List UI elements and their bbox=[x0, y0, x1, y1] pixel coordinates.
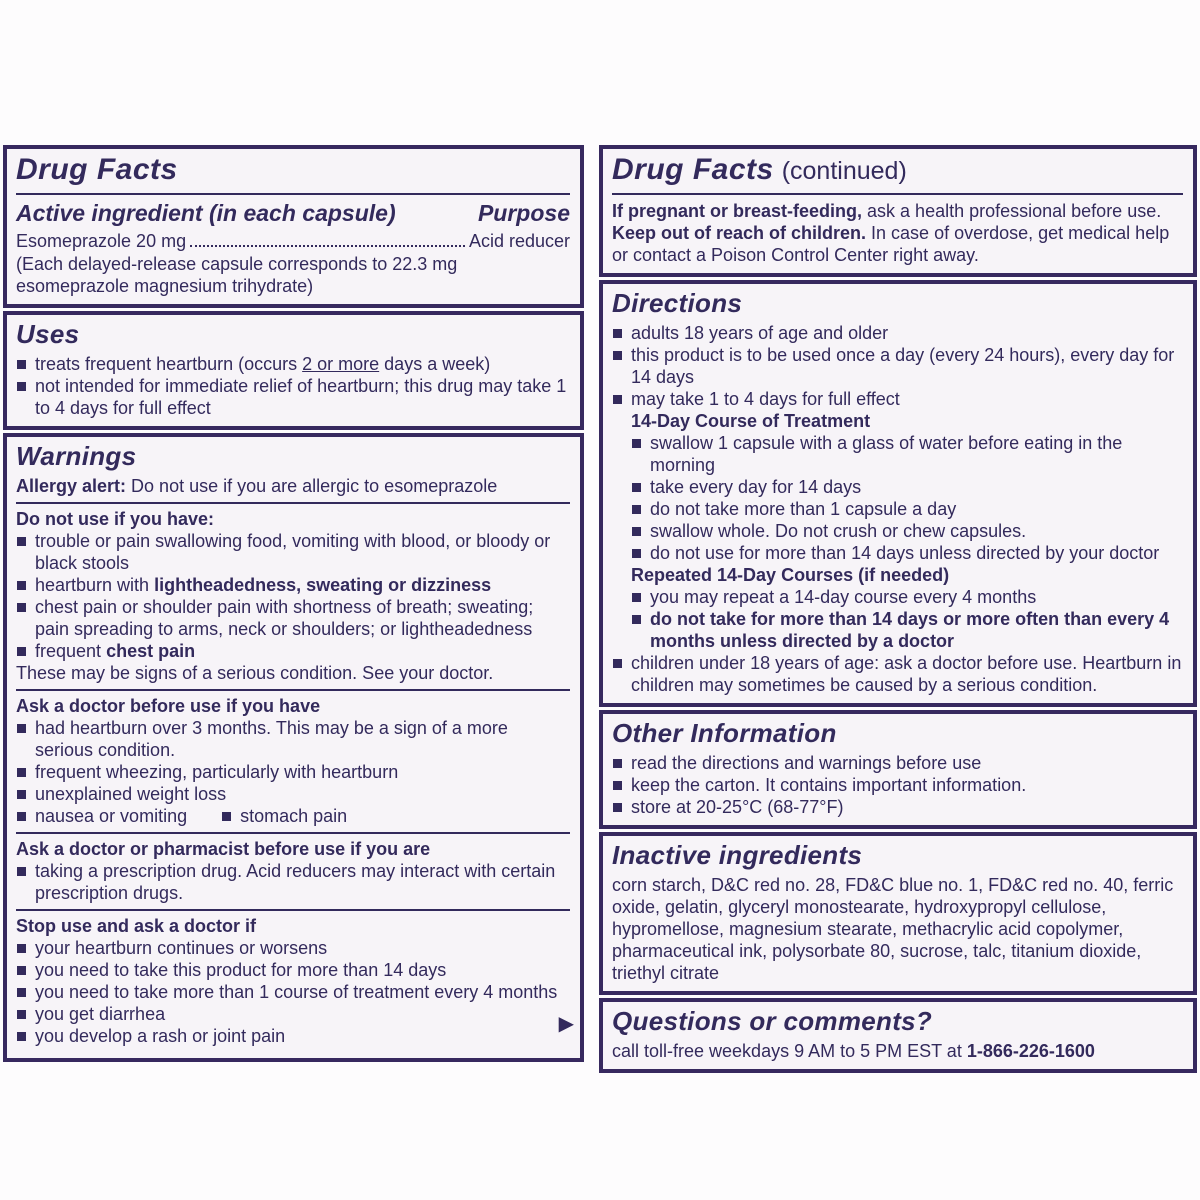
uses-bullet-1-text: treats frequent heartburn (occurs 2 or more days a week) bbox=[35, 354, 491, 374]
active-ingredient-name: Esomeprazole 20 mg bbox=[16, 231, 187, 251]
directions-bullet-4-text: children under 18 years of age: ask a doctor before use. Heartburn in children may sometimes be caused by a serious condition. bbox=[631, 653, 1182, 695]
pregnancy-warning: If pregnant or breast-feeding, ask a health professional before use. Keep out of reach of children. In case of overdose, get medical help or contact a Poison Control Center right away. bbox=[612, 201, 1170, 265]
ask-doctor-bullet-3-text: unexplained weight loss bbox=[35, 784, 227, 804]
square-bullet-icon bbox=[17, 768, 26, 777]
square-bullet-icon bbox=[613, 659, 622, 668]
square-bullet-icon bbox=[632, 549, 641, 558]
questions-heading: Questions or comments? bbox=[612, 1006, 933, 1036]
ask-pharmacist-bullet-1-text: taking a prescription drug. Acid reducers may interact with certain prescription drugs. bbox=[35, 861, 556, 903]
square-bullet-icon bbox=[632, 527, 641, 536]
inactive-ingredients-list: corn starch, D&C red no. 28, FD&C blue no. 1, FD&C red no. 40, ferric oxide, gelatin, glyceryl monostearate, hydroxypropyl cellulose, hypromellose, magnesium stearate, methacrylic acid copolymer, pharmaceutical ink, polysorbate 80, sucrose, talc, titanium dioxide, triethyl citrate bbox=[612, 875, 1174, 983]
other-information-heading: Other Information bbox=[612, 718, 837, 748]
continued-suffix: (continued) bbox=[781, 157, 907, 185]
square-bullet-icon bbox=[613, 781, 622, 790]
square-bullet-icon bbox=[17, 1010, 26, 1019]
purpose-value: Acid reducer bbox=[468, 231, 570, 251]
square-bullet-icon bbox=[613, 759, 622, 768]
other-info-bullet-3-text: store at 20-25°C (68-77°F) bbox=[631, 797, 844, 817]
do-not-use-bullet-1 bbox=[16, 530, 570, 574]
square-bullet-icon bbox=[17, 988, 26, 997]
ask-doctor-bullet-2-text: frequent wheezing, particularly with heartburn bbox=[35, 762, 399, 782]
questions-section bbox=[599, 998, 1197, 1073]
stop-use-bullet-2 bbox=[16, 959, 570, 981]
other-information-section bbox=[599, 710, 1197, 829]
do-not-use-bullet-2 bbox=[16, 574, 570, 596]
directions-bullet-3 bbox=[612, 388, 1183, 410]
active-ingredient-section bbox=[3, 145, 584, 308]
stop-use-bullet-2-text: you need to take this product for more than 14 days bbox=[35, 960, 447, 980]
repeat-bullet-1 bbox=[631, 586, 1183, 608]
other-info-bullet-2-text: keep the carton. It contains important information. bbox=[631, 775, 1027, 795]
uses-bullet-2 bbox=[16, 375, 570, 419]
course-bullet-3 bbox=[631, 498, 1183, 520]
square-bullet-icon bbox=[632, 483, 641, 492]
square-bullet-icon bbox=[17, 790, 26, 799]
directions-bullet-1 bbox=[612, 322, 1183, 344]
other-info-bullet-2 bbox=[612, 774, 1183, 796]
dotted-leader bbox=[190, 231, 465, 247]
ask-doctor-bullet-4a-text: nausea or vomiting bbox=[35, 806, 188, 826]
do-not-use-bullet-4 bbox=[16, 640, 570, 662]
square-bullet-icon bbox=[632, 505, 641, 514]
square-bullet-icon bbox=[222, 812, 231, 821]
stop-use-bullet-1 bbox=[16, 937, 570, 959]
square-bullet-icon bbox=[17, 812, 26, 821]
do-not-use-bullet-2-text: heartburn with lightheadedness, sweating or dizziness bbox=[35, 575, 492, 595]
do-not-use-bullet-3 bbox=[16, 596, 570, 640]
directions-bullet-2 bbox=[612, 344, 1183, 388]
square-bullet-icon bbox=[17, 537, 26, 546]
ask-doctor-bullet-1 bbox=[16, 717, 570, 761]
warnings-heading: Warnings bbox=[16, 441, 137, 471]
do-not-use-heading: Do not use if you have: bbox=[16, 509, 215, 529]
do-not-use-bullet-3-text: chest pain or shoulder pain with shortness of breath; sweating; pain spreading to arms, neck or shoulders; or lightheadedness bbox=[35, 597, 534, 639]
divider bbox=[16, 909, 570, 911]
active-ingredient-header-row bbox=[16, 200, 570, 227]
stop-use-bullet-5-text: you develop a rash or joint pain bbox=[35, 1026, 286, 1046]
course-bullet-5-text: do not use for more than 14 days unless directed by your doctor bbox=[650, 543, 1160, 563]
stop-use-bullet-3 bbox=[16, 981, 570, 1003]
repeat-heading: Repeated 14-Day Courses (if needed) bbox=[631, 565, 950, 585]
divider bbox=[16, 502, 570, 504]
ask-pharmacist-heading: Ask a doctor or pharmacist before use if you are bbox=[16, 839, 431, 859]
left-column bbox=[3, 145, 584, 1062]
square-bullet-icon bbox=[17, 360, 26, 369]
course-bullet-4-text: swallow whole. Do not crush or chew capsules. bbox=[650, 521, 1027, 541]
other-info-bullet-1-text: read the directions and warnings before use bbox=[631, 753, 982, 773]
directions-section bbox=[599, 280, 1197, 707]
drug-facts-title: Drug Facts bbox=[16, 153, 570, 195]
course-bullet-1-text: swallow 1 capsule with a glass of water before eating in the morning bbox=[650, 433, 1123, 475]
course-bullet-2 bbox=[631, 476, 1183, 498]
do-not-use-bullet-1-text: trouble or pain swallowing food, vomiting with blood, or bloody or black stools bbox=[35, 531, 551, 573]
ask-pharmacist-bullet-1 bbox=[16, 860, 570, 904]
square-bullet-icon bbox=[613, 351, 622, 360]
active-ingredient-row bbox=[16, 230, 570, 252]
square-bullet-icon bbox=[613, 329, 622, 338]
square-bullet-icon bbox=[17, 724, 26, 733]
continued-section bbox=[599, 145, 1197, 277]
course-bullet-2-text: take every day for 14 days bbox=[650, 477, 862, 497]
stop-use-bullet-4 bbox=[16, 1003, 570, 1025]
uses-bullet-2-text: not intended for immediate relief of heartburn; this drug may take 1 to 4 days for full effect bbox=[35, 376, 567, 418]
drug-facts-continued-title: Drug Facts bbox=[612, 153, 774, 186]
continued-title-row bbox=[612, 153, 1183, 195]
square-bullet-icon bbox=[17, 944, 26, 953]
warnings-section bbox=[3, 433, 584, 1062]
divider bbox=[16, 689, 570, 691]
uses-section bbox=[3, 311, 584, 430]
phone-number: 1-866-226-1600 bbox=[966, 1041, 1095, 1061]
uses-heading: Uses bbox=[16, 319, 80, 349]
course-bullet-4 bbox=[631, 520, 1183, 542]
square-bullet-icon bbox=[632, 439, 641, 448]
stop-use-bullet-1-text: your heartburn continues or worsens bbox=[35, 938, 328, 958]
square-bullet-icon bbox=[17, 603, 26, 612]
directions-bullet-4 bbox=[612, 652, 1183, 696]
right-column bbox=[599, 145, 1197, 1062]
square-bullet-icon bbox=[632, 615, 641, 624]
ask-doctor-bullet-3 bbox=[16, 783, 570, 805]
ask-doctor-bullet-2 bbox=[16, 761, 570, 783]
course-bullet-1 bbox=[631, 432, 1183, 476]
active-ingredient-note: (Each delayed-release capsule corresponds to 22.3 mg esomeprazole magnesium trihydrate) bbox=[16, 254, 458, 296]
do-not-use-footer: These may be signs of a serious condition. See your doctor. bbox=[16, 663, 494, 683]
square-bullet-icon bbox=[17, 966, 26, 975]
stop-use-heading: Stop use and ask a doctor if bbox=[16, 916, 257, 936]
ask-doctor-bullet-4b bbox=[221, 805, 347, 827]
ask-doctor-heading: Ask a doctor before use if you have bbox=[16, 696, 321, 716]
directions-bullet-2-text: this product is to be used once a day (every 24 hours), every day for 14 days bbox=[631, 345, 1175, 387]
underlined-phrase: 2 or more bbox=[302, 354, 380, 374]
stop-use-bullet-4-text: you get diarrhea bbox=[35, 1004, 166, 1024]
other-info-bullet-1 bbox=[612, 752, 1183, 774]
active-ingredient-heading: Active ingredient (in each capsule) bbox=[16, 200, 396, 226]
do-not-use-bullet-4-text: frequent chest pain bbox=[35, 641, 196, 661]
square-bullet-icon bbox=[613, 803, 622, 812]
repeat-bullet-2 bbox=[631, 608, 1183, 652]
square-bullet-icon bbox=[632, 593, 641, 602]
purpose-heading: Purpose bbox=[477, 200, 570, 226]
stop-use-bullet-5 bbox=[16, 1025, 570, 1047]
ask-doctor-bullet-pair bbox=[16, 805, 570, 827]
course-bullet-5 bbox=[631, 542, 1183, 564]
square-bullet-icon bbox=[17, 581, 26, 590]
ask-doctor-bullet-4a bbox=[16, 805, 187, 827]
directions-bullet-1-text: adults 18 years of age and older bbox=[631, 323, 889, 343]
inactive-ingredients-section bbox=[599, 832, 1197, 995]
questions-contact-line: call toll-free weekdays 9 AM to 5 PM EST at 1-866-226-1600 bbox=[612, 1041, 1095, 1061]
square-bullet-icon bbox=[17, 647, 26, 656]
repeat-bullet-2-text: do not take for more than 14 days or more often than every 4 months unless directed by a doctor bbox=[650, 609, 1170, 651]
other-info-bullet-3 bbox=[612, 796, 1183, 818]
repeat-bullet-1-text: you may repeat a 14-day course every 4 months bbox=[650, 587, 1037, 607]
directions-bullet-3-text: may take 1 to 4 days for full effect bbox=[631, 389, 900, 409]
ask-doctor-bullet-4b-text: stomach pain bbox=[240, 806, 348, 826]
ask-doctor-bullet-1-text: had heartburn over 3 months. This may be a sign of a more serious condition. bbox=[35, 718, 508, 760]
stop-use-bullet-3-text: you need to take more than 1 course of treatment every 4 months bbox=[35, 982, 558, 1002]
square-bullet-icon bbox=[17, 867, 26, 876]
inactive-ingredients-heading: Inactive ingredients bbox=[612, 840, 863, 870]
square-bullet-icon bbox=[17, 1032, 26, 1041]
square-bullet-icon bbox=[17, 382, 26, 391]
course-bullet-3-text: do not take more than 1 capsule a day bbox=[650, 499, 957, 519]
drug-facts-label bbox=[3, 145, 1197, 1062]
allergy-alert: Allergy alert: Do not use if you are allergic to esomeprazole bbox=[16, 476, 498, 496]
continuation-arrow-icon: ▶ bbox=[558, 1013, 574, 1035]
divider bbox=[16, 832, 570, 834]
square-bullet-icon bbox=[613, 395, 622, 404]
course-heading: 14-Day Course of Treatment bbox=[631, 411, 871, 431]
uses-bullet-1 bbox=[16, 353, 570, 375]
directions-heading: Directions bbox=[612, 288, 743, 318]
